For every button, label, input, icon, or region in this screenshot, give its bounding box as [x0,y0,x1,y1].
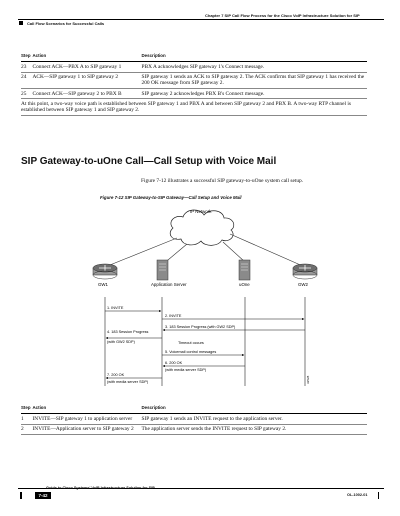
table-row [21,424,367,434]
message-label: Timeout occurs [178,341,204,345]
step-description: The application server sends the INVITE request to SIP gateway 2. [142,424,367,434]
table-note: At this point, a two-way voice path is established between SIP gateway 1 and PBX A and between SIP gateway 2 and PBX B. A two-way RTP channel is established between SIP gateway 1 and SIP gateway 2. [21,99,367,116]
cloud-label: IP Network [190,209,212,214]
message-label: 7. 200 OK [107,373,125,377]
step-description: SIP gateway 2 acknowledges PBX B's Connect message. [142,89,367,99]
col-header-action: Action [33,51,142,62]
uone-server-icon [239,260,250,280]
node-label-application-server: Application Server [151,282,187,287]
chapter-header: Chapter 7 SIP Call Flow Process for the Cisco VoIP Infrastructure Solution for SIP [205,13,360,18]
step-number: 23 [21,62,33,72]
message-label: 6. 200 OK [165,361,183,365]
step-action: INVITE—Application server to SIP gateway 2 [33,424,142,434]
intro-paragraph: Figure 7-12 illustrates a successful SIP gateway-to-uOne system call setup. [141,178,304,184]
table-row [21,72,367,89]
node-label-uone: uOne [239,282,250,287]
col-header-action: Action [33,403,142,414]
col-header-description: Description [142,51,367,62]
node-label-gw2: GW2 [298,282,309,287]
document-id: OL-1002-01 [347,493,368,497]
message-label: 4. 183 Session Progress [107,330,149,334]
message-label: (with media server SDP) [107,380,149,384]
page-number: 7-42 [35,492,51,499]
message-label: (with GW2 SDP) [107,340,135,344]
call-flow-diagram [85,202,325,392]
col-header-step: Step [21,403,33,414]
message-label: 1. INVITE [107,306,124,310]
step-action: Connect ACK—PBX A to SIP gateway 1 [33,62,142,72]
step-number: 24 [21,72,33,89]
header-rule [18,19,384,20]
step-number: 25 [21,89,33,99]
message-label: 5. Voicemail control messages [165,350,217,354]
message-label: 2. INVITE [165,314,182,318]
step-number: 1 [21,414,33,424]
ip-network-cloud [170,210,234,245]
step-action: INVITE—SIP gateway 1 to application server [33,414,142,424]
footer-marker-right [378,492,379,499]
header-marker [19,21,23,25]
step-action: Connect ACK—SIP gateway 2 to PBX B [33,89,142,99]
figure-caption: Figure 7-12 SIP Gateway-to-SIP Gateway—Call Setup and Voice Mail [100,195,242,200]
node-label-gw1: GW1 [98,282,109,287]
table-header-row [21,403,367,414]
table-row [21,89,367,99]
footer-guide-title: Guide to Cisco Systems' VoIP Infrastructure Solution for SIP [46,486,155,490]
table-note-row [21,99,367,116]
footer-marker [20,492,22,499]
message-label: 3. 183 Session Progress (with GW2 SDP) [165,325,236,329]
table-row [21,62,367,72]
step-number: 2 [21,424,33,434]
lifelines [105,297,305,386]
step-description: SIP gateway 1 sends an INVITE request to the application server. [142,414,367,424]
table-header-row [21,51,367,62]
step-action: ACK—SIP gateway 1 to SIP gateway 2 [33,72,142,89]
figure-id: 32528 [306,375,310,384]
steps-table-top [21,51,367,116]
section-title: SIP Gateway-to-uOne Call—Call Setup with Voice Mail [21,156,277,167]
section-header: Call Flow Scenarios for Successful Calls [27,21,105,26]
step-description: SIP gateway 1 sends an ACK to SIP gateway 2. The ACK confirms that SIP gateway 1 has received the 200 OK message from SIP gateway 2. [142,72,367,89]
gw1-router-icon [93,264,117,279]
step-description: PBX A acknowledges SIP gateway 1's Connect message. [142,62,367,72]
gw2-router-icon [293,264,317,279]
col-header-step: Step [21,51,33,62]
col-header-description: Description [142,403,367,414]
table-row [21,414,367,424]
message-label: (with media server SDP) [165,368,207,372]
application-server-icon [157,260,168,280]
steps-table-bottom [21,403,367,435]
